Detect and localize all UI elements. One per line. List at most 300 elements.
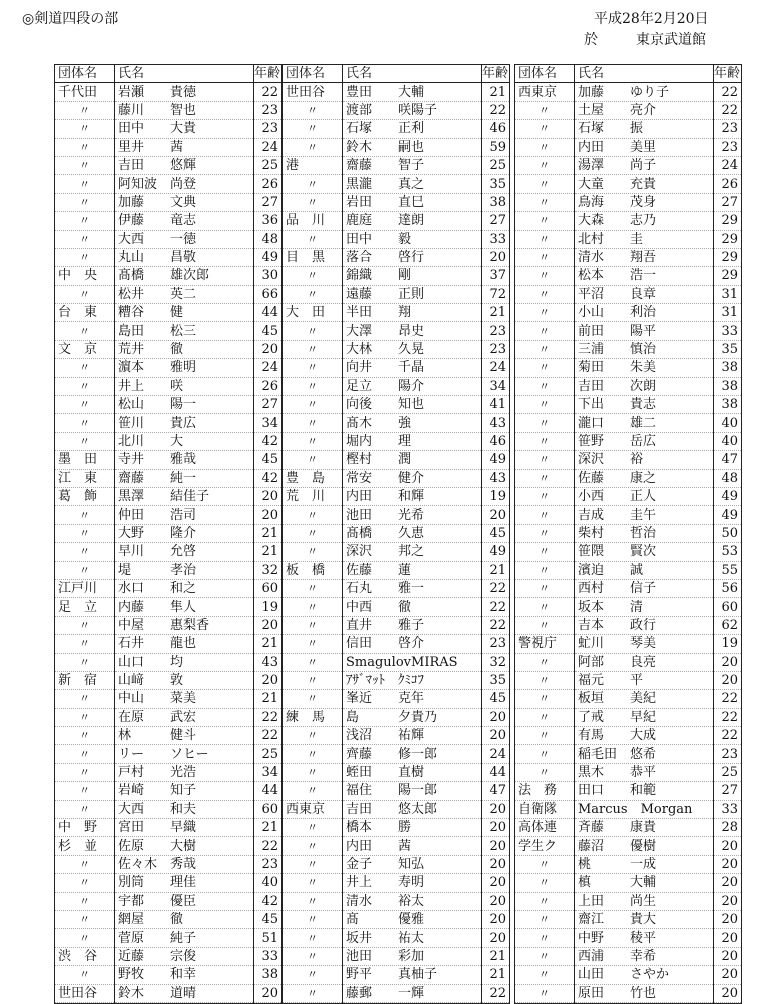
name-cell: 藤川 智也 <box>118 102 197 118</box>
age-cell: 46 <box>482 120 510 138</box>
age-cell: 29 <box>714 212 742 230</box>
header-age: 年齢 <box>254 66 281 82</box>
table-row <box>283 101 509 119</box>
group-cell: 〃 <box>515 653 575 671</box>
table-row <box>283 377 509 395</box>
age-cell: 20 <box>714 653 742 671</box>
name-cell: 北川 大 <box>118 434 184 449</box>
age-cell: 20 <box>482 819 510 837</box>
age-cell: 27 <box>714 193 742 211</box>
table-row <box>283 487 509 505</box>
table-row <box>55 763 281 781</box>
name-cell: 坂井 祐太 <box>346 930 425 946</box>
group-cell: 中 央 <box>55 267 115 285</box>
group-cell: 〃 <box>55 929 115 947</box>
age-cell: 42 <box>254 469 282 487</box>
group-cell: 〃 <box>283 285 343 303</box>
name-cell: 吉田 次朗 <box>578 378 657 394</box>
group-cell: 〃 <box>55 396 115 414</box>
table-row <box>55 579 281 597</box>
table-row <box>283 248 509 266</box>
age-cell: 20 <box>482 874 510 892</box>
table-row <box>515 929 741 947</box>
group-cell: 〃 <box>515 910 575 928</box>
age-cell: 38 <box>714 377 742 395</box>
age-cell: 21 <box>254 524 282 542</box>
age-cell: 25 <box>254 156 282 174</box>
group-cell: 〃 <box>515 101 575 119</box>
age-cell: 44 <box>254 782 282 800</box>
table-row <box>515 966 741 984</box>
table-row <box>283 635 509 653</box>
table-row <box>515 763 741 781</box>
name-cell: 鈴木 嗣也 <box>346 139 425 155</box>
age-cell: 22 <box>482 101 510 119</box>
age-cell: 34 <box>254 763 282 781</box>
age-cell: 55 <box>714 561 742 579</box>
age-cell: 20 <box>482 837 510 855</box>
name-cell: 佐藤 康之 <box>578 470 657 486</box>
group-cell: 〃 <box>55 138 115 156</box>
group-cell: 〃 <box>55 377 115 395</box>
age-cell: 22 <box>482 598 510 616</box>
age-cell: 34 <box>482 377 510 395</box>
page-title: ◎剣道四段の部 <box>22 11 119 27</box>
age-cell: 49 <box>714 487 742 505</box>
age-cell: 40 <box>714 414 742 432</box>
table-header-row <box>515 65 741 83</box>
table-row <box>515 414 741 432</box>
table-row <box>55 175 281 193</box>
age-cell: 20 <box>482 248 510 266</box>
table-row <box>283 616 509 634</box>
group-cell: 〃 <box>55 635 115 653</box>
age-cell: 24 <box>254 138 282 156</box>
name-cell: 齋藤 純一 <box>118 470 197 486</box>
name-cell: 佐々木 秀哉 <box>118 856 197 872</box>
name-cell: 瀧口 雄二 <box>578 415 657 431</box>
group-cell: 〃 <box>55 708 115 726</box>
group-cell: 江戸川 <box>55 579 115 597</box>
name-cell: 柴村 哲治 <box>578 525 657 541</box>
group-cell: 〃 <box>55 800 115 818</box>
name-cell: 西村 信子 <box>578 581 657 597</box>
group-cell: 学生ク <box>515 837 575 855</box>
group-cell: 西東京 <box>515 83 575 101</box>
age-cell: 20 <box>714 984 742 1002</box>
group-cell: 〃 <box>515 248 575 266</box>
name-cell: 向後 知也 <box>346 397 425 413</box>
name-cell: 髙橋 久恵 <box>346 525 425 541</box>
age-cell: 21 <box>482 304 510 322</box>
table-row <box>515 304 741 322</box>
group-cell: 台 東 <box>55 304 115 322</box>
group-cell: 〃 <box>55 193 115 211</box>
group-cell: 〃 <box>515 561 575 579</box>
age-cell: 20 <box>714 671 742 689</box>
name-cell: 堀内 理 <box>346 434 412 449</box>
name-cell: 深沢 裕 <box>578 452 644 468</box>
table-row <box>515 230 741 248</box>
table-row <box>283 561 509 579</box>
name-cell: 山田 さやか <box>578 967 670 983</box>
name-cell: 信田 啓介 <box>346 636 425 652</box>
name-cell: 宮田 早織 <box>118 820 197 836</box>
group-cell: 〃 <box>283 855 343 873</box>
age-cell: 45 <box>482 524 510 542</box>
name-cell: 齋江 貴大 <box>578 912 657 928</box>
name-cell: 小西 正人 <box>578 489 657 505</box>
table-row <box>55 690 281 708</box>
table-row <box>283 763 509 781</box>
age-cell: 23 <box>714 745 742 763</box>
age-cell: 59 <box>482 138 510 156</box>
table-row <box>55 561 281 579</box>
age-cell: 21 <box>254 543 282 561</box>
name-cell: 鈴木 道晴 <box>118 985 197 1001</box>
name-cell: 桃 一成 <box>578 856 657 872</box>
table-row <box>55 745 281 763</box>
name-cell: 寺井 雅哉 <box>118 452 197 468</box>
age-cell: 22 <box>714 690 742 708</box>
header-age: 年齢 <box>482 66 509 82</box>
name-cell: 石塚 振 <box>578 121 644 137</box>
age-cell: 33 <box>254 947 282 965</box>
group-cell: 〃 <box>515 727 575 745</box>
table-row <box>515 120 741 138</box>
table-row <box>283 892 509 910</box>
name-cell: 田中 毅 <box>346 231 412 247</box>
group-cell: 〃 <box>55 745 115 763</box>
table-row <box>283 543 509 561</box>
age-cell: 26 <box>254 175 282 193</box>
table-row <box>55 451 281 469</box>
name-cell: 三浦 慎治 <box>578 342 657 358</box>
table-row <box>283 193 509 211</box>
age-cell: 51 <box>254 929 282 947</box>
group-cell: 〃 <box>283 451 343 469</box>
table-row <box>55 377 281 395</box>
group-cell: 〃 <box>283 524 343 542</box>
age-cell: 20 <box>254 340 282 358</box>
name-cell: 半田 翔 <box>346 305 412 321</box>
group-cell: 〃 <box>283 947 343 965</box>
name-cell: 笹隈 賢次 <box>578 544 657 560</box>
table-row <box>283 782 509 800</box>
name-cell: 斉藤 康貴 <box>578 820 657 836</box>
name-cell: 錦織 剛 <box>346 268 412 284</box>
table-row <box>515 543 741 561</box>
age-cell: 20 <box>714 966 742 984</box>
table-row <box>55 101 281 119</box>
group-cell: 〃 <box>283 892 343 910</box>
results-column-3 <box>514 64 742 1004</box>
age-cell: 47 <box>482 782 510 800</box>
group-cell: 〃 <box>515 120 575 138</box>
age-cell: 22 <box>714 83 742 101</box>
age-cell: 20 <box>714 910 742 928</box>
group-cell: 〃 <box>283 432 343 450</box>
name-cell: 加藤 文典 <box>118 194 197 210</box>
group-cell: 〃 <box>55 432 115 450</box>
table-row <box>283 929 509 947</box>
age-cell: 27 <box>254 193 282 211</box>
group-cell: 〃 <box>283 966 343 984</box>
group-cell: 〃 <box>515 874 575 892</box>
name-cell: 向井 千晶 <box>346 360 425 376</box>
name-cell: 峯近 克年 <box>346 691 425 707</box>
age-cell: 21 <box>482 966 510 984</box>
age-cell: 25 <box>714 763 742 781</box>
group-cell: 〃 <box>55 524 115 542</box>
table-row <box>515 83 741 101</box>
age-cell: 50 <box>714 524 742 542</box>
group-cell: 〃 <box>55 782 115 800</box>
event-date: 平成28年2月20日 <box>594 11 709 27</box>
name-cell: 網屋 徹 <box>118 912 184 928</box>
group-cell: 自衛隊 <box>515 800 575 818</box>
table-row <box>55 524 281 542</box>
table-row <box>55 653 281 671</box>
group-cell: 〃 <box>55 690 115 708</box>
table-row <box>515 984 741 1002</box>
table-row <box>283 304 509 322</box>
group-cell: 〃 <box>515 396 575 414</box>
group-cell: 〃 <box>515 156 575 174</box>
table-row <box>515 524 741 542</box>
name-cell: 吉成 圭午 <box>578 507 657 523</box>
table-row <box>515 487 741 505</box>
group-cell: 〃 <box>515 212 575 230</box>
table-row <box>283 874 509 892</box>
group-cell: 〃 <box>283 396 343 414</box>
age-cell: 20 <box>482 708 510 726</box>
name-cell: 山口 均 <box>118 654 184 670</box>
age-cell: 35 <box>714 340 742 358</box>
name-cell: 大澤 昂史 <box>346 323 425 339</box>
group-cell: 〃 <box>283 543 343 561</box>
table-row <box>515 340 741 358</box>
group-cell: 〃 <box>283 635 343 653</box>
table-row <box>55 156 281 174</box>
group-cell: 墨 田 <box>55 451 115 469</box>
age-cell: 26 <box>714 175 742 193</box>
name-cell: 水口 和之 <box>118 581 197 597</box>
name-cell: 吉本 政行 <box>578 617 657 633</box>
table-row <box>283 230 509 248</box>
name-cell: 髙木 強 <box>346 415 412 431</box>
age-cell: 23 <box>254 101 282 119</box>
name-cell: 清水 翔吾 <box>578 250 657 266</box>
group-cell: 高体連 <box>515 819 575 837</box>
group-cell: 千代田 <box>55 83 115 101</box>
table-row <box>283 598 509 616</box>
name-cell: 林 健斗 <box>118 728 197 744</box>
age-cell: 19 <box>714 635 742 653</box>
age-cell: 25 <box>254 745 282 763</box>
age-cell: 44 <box>482 763 510 781</box>
name-cell: 阿部 良亮 <box>578 654 657 670</box>
group-cell: 〃 <box>283 230 343 248</box>
group-cell: 港 <box>283 156 343 174</box>
age-cell: 21 <box>254 819 282 837</box>
age-cell: 32 <box>482 653 510 671</box>
name-cell: 菊田 朱美 <box>578 360 657 376</box>
group-cell: 〃 <box>515 377 575 395</box>
table-row <box>515 248 741 266</box>
name-cell: 濱迫 誠 <box>578 562 644 578</box>
age-cell: 20 <box>714 837 742 855</box>
table-row <box>515 396 741 414</box>
name-cell: 近藤 宗俊 <box>118 948 197 964</box>
group-cell: 板 橋 <box>283 561 343 579</box>
group-cell: 〃 <box>515 322 575 340</box>
group-cell: 〃 <box>515 966 575 984</box>
table-row <box>55 248 281 266</box>
table-row <box>515 874 741 892</box>
group-cell: 〃 <box>55 561 115 579</box>
name-cell: 遠藤 正則 <box>346 286 425 302</box>
table-row <box>283 966 509 984</box>
age-cell: 29 <box>714 230 742 248</box>
table-row <box>55 727 281 745</box>
name-cell: 荒井 徹 <box>118 342 184 358</box>
age-cell: 22 <box>254 83 282 101</box>
table-row <box>515 469 741 487</box>
header-group: 団体名 <box>283 65 343 83</box>
age-cell: 29 <box>714 248 742 266</box>
venue-label: 於 <box>584 32 598 48</box>
group-cell: 葛 飾 <box>55 487 115 505</box>
group-cell: 〃 <box>515 690 575 708</box>
age-cell: 20 <box>482 855 510 873</box>
name-cell: 小山 利治 <box>578 305 657 321</box>
group-cell: 〃 <box>515 929 575 947</box>
age-cell: 22 <box>482 616 510 634</box>
table-row <box>283 947 509 965</box>
age-cell: 46 <box>482 432 510 450</box>
age-cell: 20 <box>254 616 282 634</box>
group-cell: 〃 <box>283 359 343 377</box>
name-cell: 原田 竹也 <box>578 985 657 1001</box>
age-cell: 27 <box>714 782 742 800</box>
table-row <box>283 800 509 818</box>
table-row <box>55 469 281 487</box>
name-cell: 大西 一徳 <box>118 231 197 247</box>
table-row <box>283 83 509 101</box>
group-cell: 〃 <box>55 727 115 745</box>
group-cell: 〃 <box>55 322 115 340</box>
age-cell: 21 <box>482 83 510 101</box>
group-cell: 〃 <box>515 524 575 542</box>
name-cell: 内田 和輝 <box>346 489 425 505</box>
group-cell: 荒 川 <box>283 487 343 505</box>
name-cell: 坂本 清 <box>578 599 644 615</box>
age-cell: 49 <box>482 451 510 469</box>
age-cell: 21 <box>254 690 282 708</box>
table-row <box>55 487 281 505</box>
age-cell: 56 <box>714 579 742 597</box>
age-cell: 41 <box>482 396 510 414</box>
age-cell: 23 <box>714 120 742 138</box>
group-cell: 警視庁 <box>515 635 575 653</box>
table-row <box>55 947 281 965</box>
age-cell: 20 <box>714 929 742 947</box>
name-cell: 藤郵 一輝 <box>346 985 425 1001</box>
table-row <box>515 285 741 303</box>
table-row <box>55 635 281 653</box>
age-cell: 29 <box>714 267 742 285</box>
name-cell: 糟谷 健 <box>118 305 184 321</box>
group-cell: 〃 <box>283 101 343 119</box>
name-cell: 田中 大貴 <box>118 121 197 137</box>
age-cell: 45 <box>254 322 282 340</box>
group-cell: 〃 <box>283 837 343 855</box>
name-cell: 山﨑 敦 <box>118 673 184 689</box>
group-cell: 〃 <box>515 598 575 616</box>
age-cell: 42 <box>254 892 282 910</box>
group-cell: 〃 <box>55 763 115 781</box>
results-table <box>55 65 281 1003</box>
group-cell: 中 野 <box>55 819 115 837</box>
group-cell: 〃 <box>55 230 115 248</box>
table-row <box>55 984 281 1002</box>
group-cell: 〃 <box>283 727 343 745</box>
age-cell: 22 <box>714 727 742 745</box>
table-row <box>283 414 509 432</box>
group-cell: 〃 <box>55 285 115 303</box>
age-cell: 31 <box>714 304 742 322</box>
group-cell: 〃 <box>55 175 115 193</box>
name-cell: 有馬 大成 <box>578 728 657 744</box>
table-row <box>515 727 741 745</box>
name-cell: 西浦 幸希 <box>578 948 657 964</box>
age-cell: 33 <box>714 322 742 340</box>
table-row <box>55 819 281 837</box>
group-cell: 渋 谷 <box>55 947 115 965</box>
name-cell: リー ソヒー <box>118 746 209 762</box>
table-row <box>55 892 281 910</box>
age-cell: 22 <box>254 727 282 745</box>
age-cell: 21 <box>482 561 510 579</box>
name-cell: 笹川 貴広 <box>118 415 197 431</box>
group-cell: 〃 <box>515 855 575 873</box>
table-row <box>283 855 509 873</box>
group-cell: 〃 <box>283 267 343 285</box>
group-cell: 〃 <box>55 543 115 561</box>
table-row <box>515 745 741 763</box>
group-cell: 〃 <box>283 690 343 708</box>
header-group: 団体名 <box>515 65 575 83</box>
name-cell: 足立 陽介 <box>346 378 425 394</box>
age-cell: 37 <box>482 267 510 285</box>
table-row <box>515 616 741 634</box>
table-row <box>55 506 281 524</box>
age-cell: 23 <box>482 340 510 358</box>
name-cell: 黒澤 結佳子 <box>118 489 210 505</box>
group-cell: 〃 <box>283 984 343 1002</box>
table-row <box>515 193 741 211</box>
age-cell: 34 <box>254 414 282 432</box>
table-header-row <box>55 65 281 83</box>
name-cell: 井上 寿明 <box>346 875 425 891</box>
name-cell: 上田 尚生 <box>578 893 657 909</box>
name-cell: 内田 茜 <box>346 838 412 854</box>
age-cell: 36 <box>254 212 282 230</box>
table-row <box>55 285 281 303</box>
group-cell: 〃 <box>515 138 575 156</box>
group-cell: 〃 <box>283 929 343 947</box>
